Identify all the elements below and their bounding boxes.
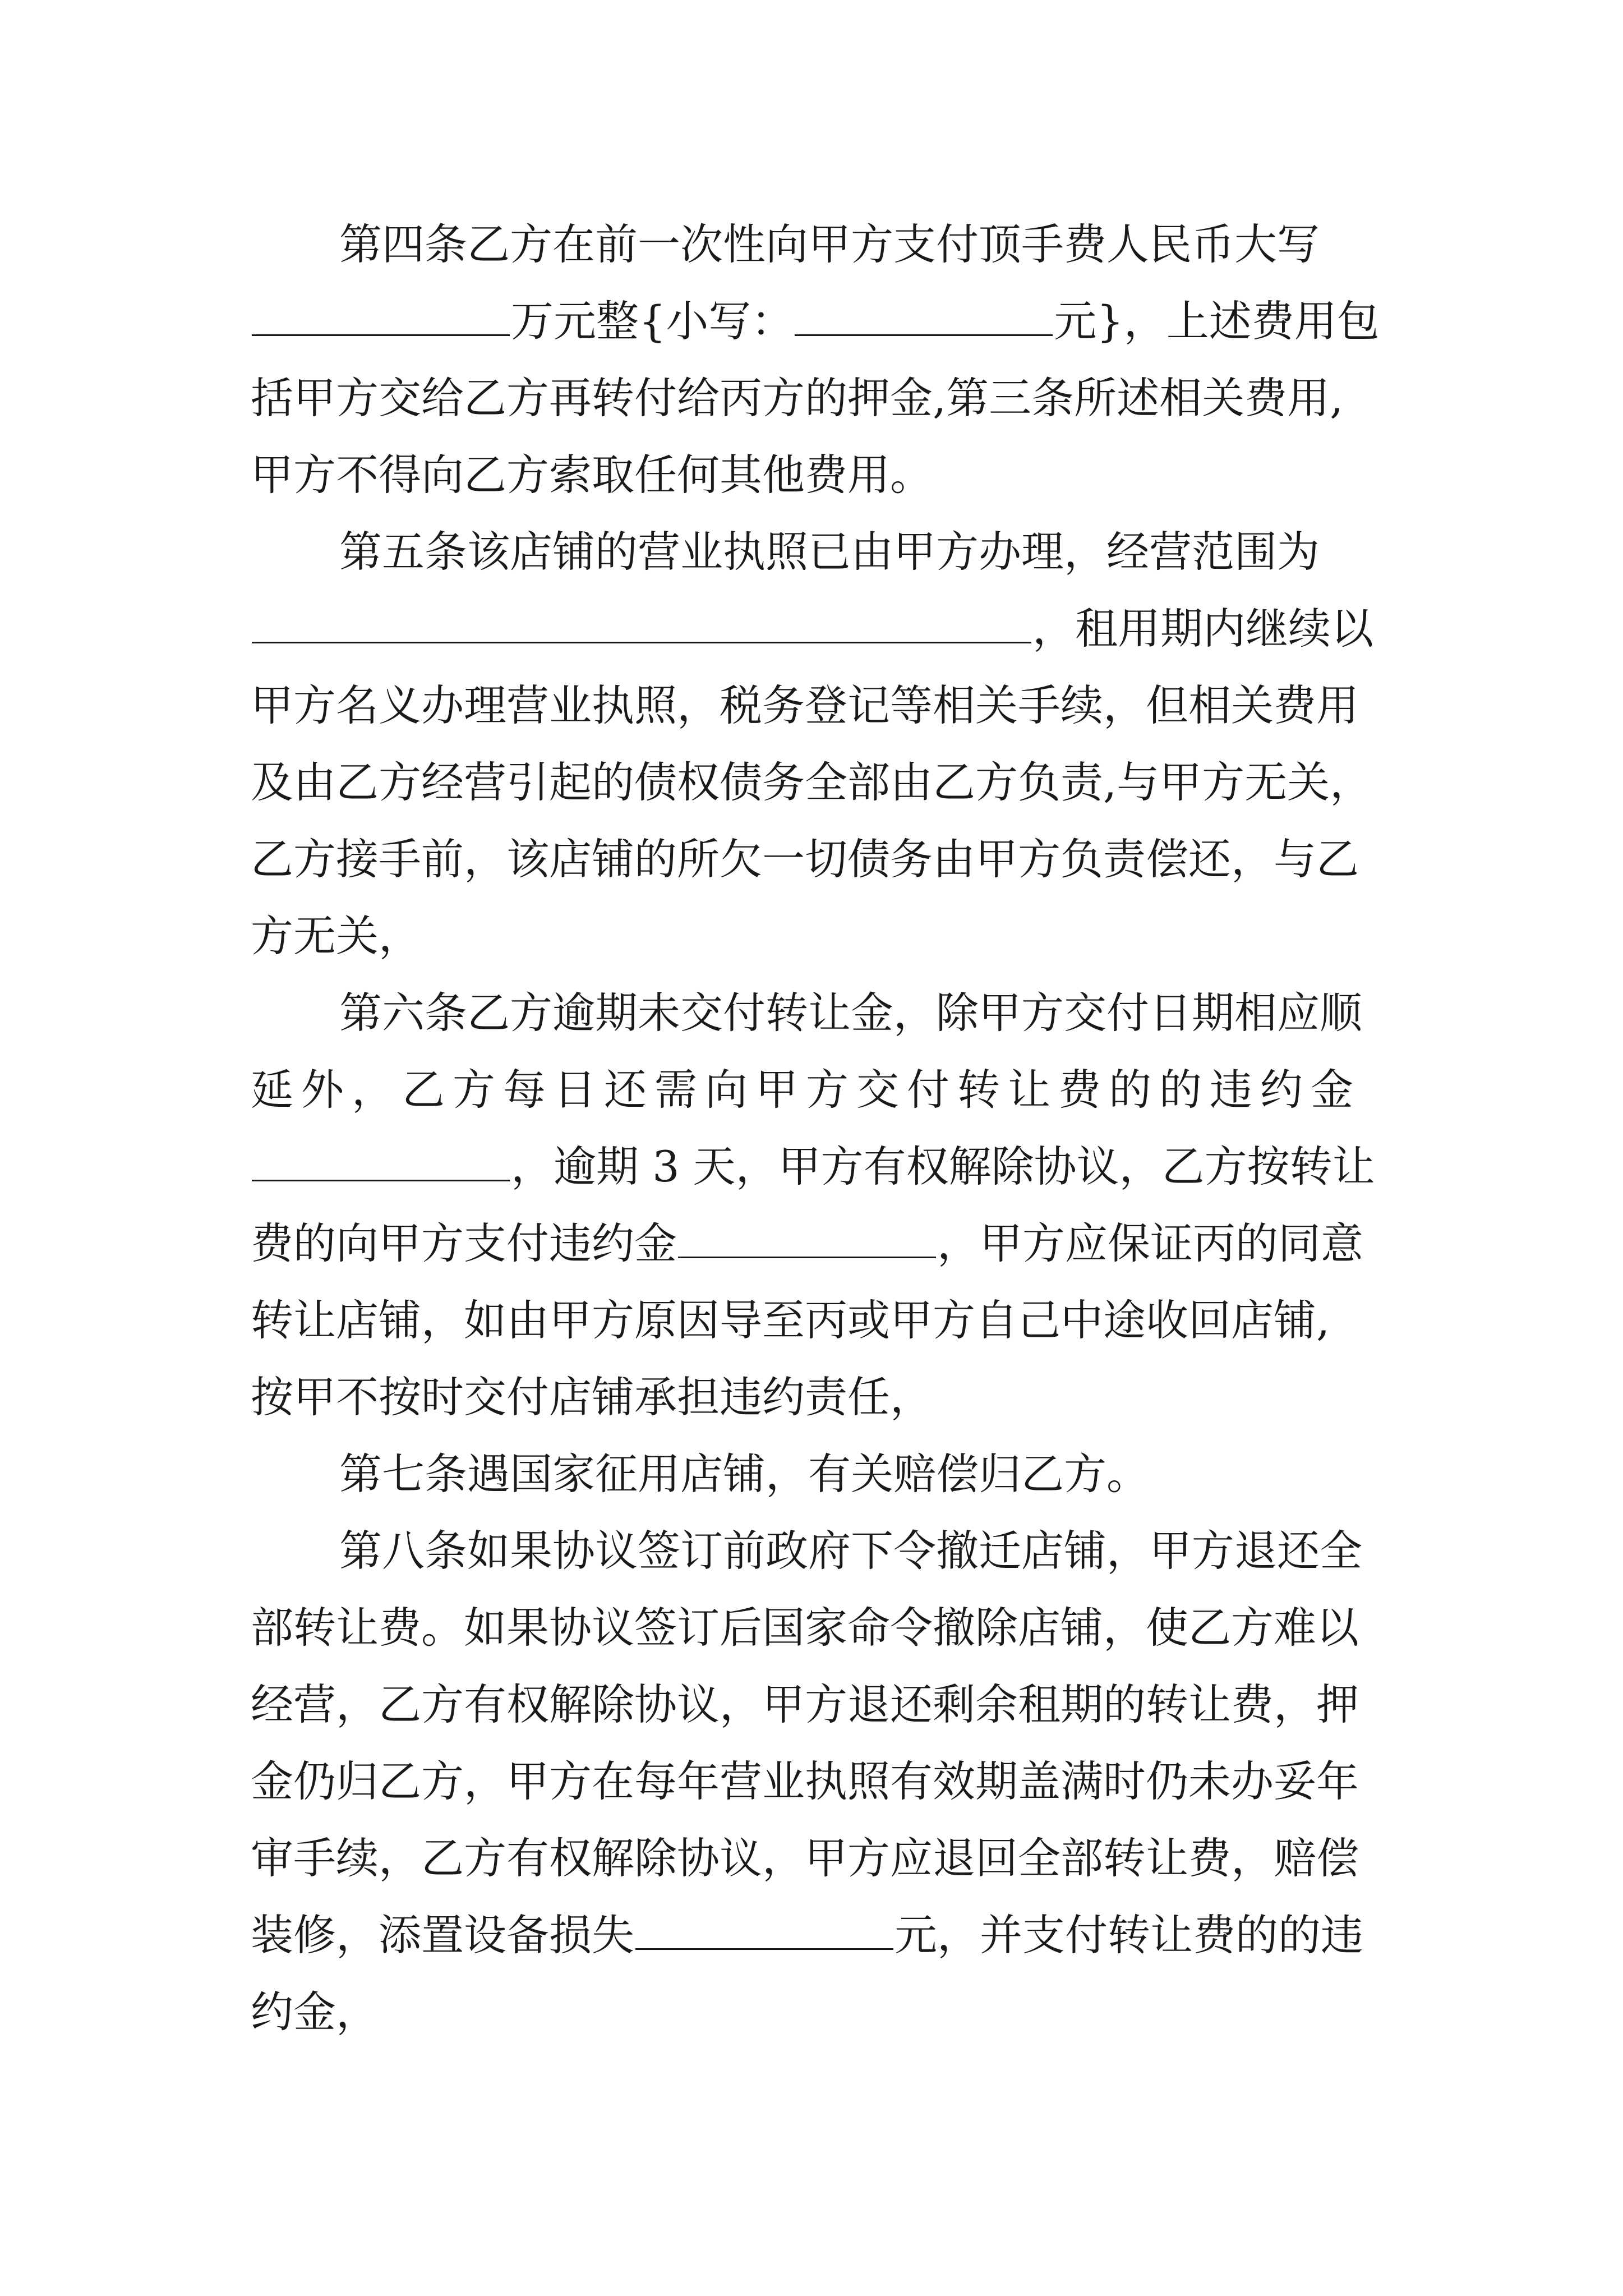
article4-line1: 第四条乙方在前一次性向甲方支付顶手费人民币大写 <box>339 219 1320 269</box>
article4-line3: 括甲方交给乙方再转付给丙方的押金,第三条所述相关费用, <box>251 373 1344 423</box>
article5-line1: 第五条该店铺的营业执照已由甲方办理，经营范围为 <box>339 527 1320 577</box>
article8-line3: 经营，乙方有权解除协议，甲方退还剩余租期的转让费，押 <box>251 1680 1359 1729</box>
article5-line4: 及由乙方经营引起的债权债务全部由乙方负责,与甲方无关， <box>251 757 1373 807</box>
article8-line1: 第八条如果协议签订前政府下令撤迁店铺，甲方退还全 <box>339 1526 1362 1576</box>
amount-words-blank[interactable] <box>252 298 510 336</box>
article5-line6: 方无关， <box>251 911 421 961</box>
article6-line5: 转让店铺，如由甲方原因导至丙或甲方自己中途收回店铺, <box>251 1295 1330 1345</box>
equipment-loss-blank[interactable] <box>635 1912 893 1950</box>
amount-digits-blank[interactable] <box>795 298 1053 336</box>
article7-line1: 第七条遇国家征用店铺，有关赔偿归乙方。 <box>339 1449 1149 1499</box>
business-scope-blank[interactable] <box>252 606 1031 643</box>
article5-line5: 乙方接手前，该店铺的所欠一切债务由甲方负责偿还，与乙 <box>251 834 1359 884</box>
article4-line2: 万元整{小写： 元}，上述费用包 <box>251 295 1380 348</box>
article6-line6: 按甲不按时交付店铺承担违约责任， <box>251 1372 933 1422</box>
article5-line3: 甲方名义办理营业执照，税务登记等相关手续，但相关费用 <box>251 680 1359 730</box>
article6-line3: ，逾期 3 天，甲方有权解除协议，乙方按转让 <box>251 1140 1375 1194</box>
article6-line2: 延外，乙方每日还需向甲方交付转让费的的违约金 <box>251 1065 1361 1115</box>
article8-line7: 约金， <box>251 1987 379 2037</box>
article5-line2: ，租用期内继续以 <box>251 602 1373 656</box>
article8-line2: 部转让费。如果协议签订后国家命令撤除店铺，使乙方难以 <box>251 1603 1359 1653</box>
article4-line4: 甲方不得向乙方索取任何其他费用。 <box>251 450 933 500</box>
article6-line4: 费的向甲方支付违约金 ，甲方应保证丙的同意 <box>251 1218 1363 1268</box>
article8-line6: 装修，添置设备损失 元，并支付转让费的的违 <box>251 1910 1363 1960</box>
daily-penalty-blank[interactable] <box>252 1144 510 1181</box>
article8-line4: 金仍归乙方，甲方在每年营业执照有效期盖满时仍未办妥年 <box>251 1756 1359 1806</box>
penalty-amount-blank[interactable] <box>678 1221 936 1258</box>
article6-line1: 第六条乙方逾期未交付转让金，除甲方交付日期相应顺 <box>339 988 1362 1038</box>
article8-line5: 审手续，乙方有权解除协议，甲方应退回全部转让费，赔偿 <box>251 1833 1359 1883</box>
